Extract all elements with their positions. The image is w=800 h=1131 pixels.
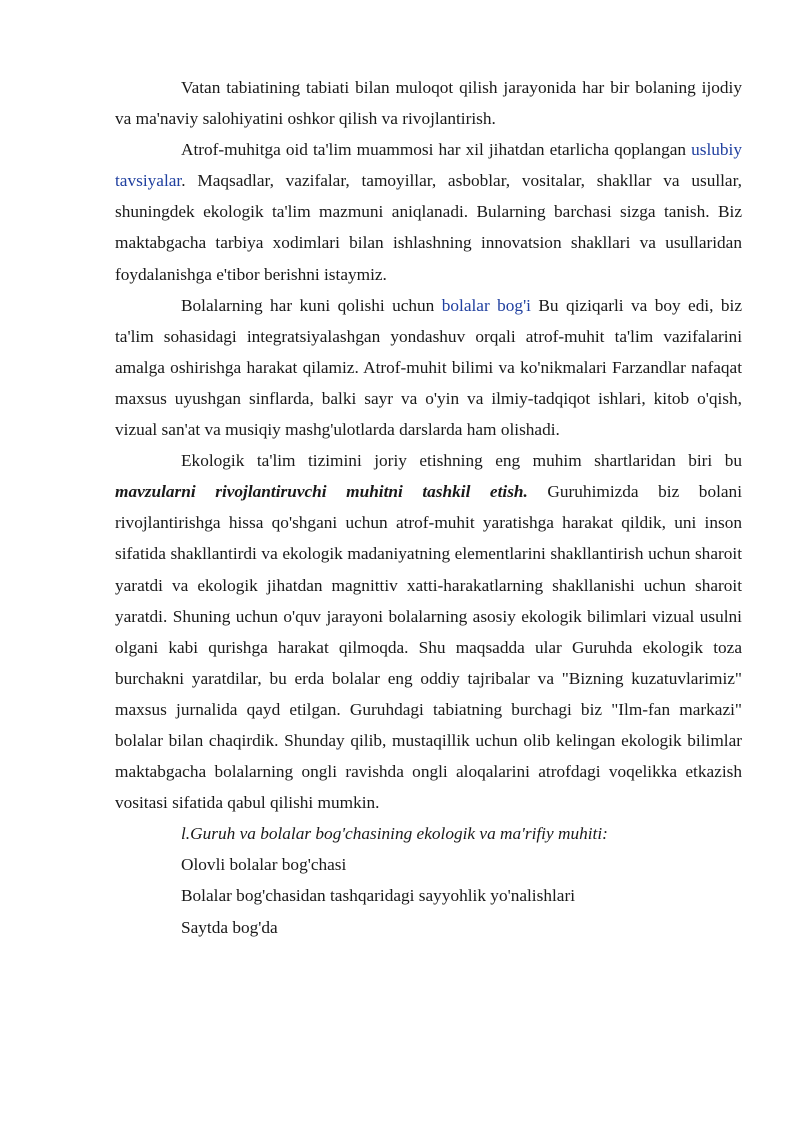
paragraph-4-emphasis: mavzularni rivojlantiruvchi muhitni tashkil etish. bbox=[115, 482, 528, 502]
list-item: Olovli bolalar bog'chasi bbox=[181, 855, 347, 875]
list-item: Bolalar bog'chasidan tashqaridagi sayyohlik yo'nalishlari bbox=[181, 886, 576, 906]
paragraph-2-text-start: Atrof-muhitga oid ta'lim muammosi har xil jihatdan etarlicha qoplangan bbox=[181, 140, 692, 160]
paragraph-4-text-start: Ekologik ta'lim tizimini joriy etishning eng muhim shartlaridan biri bu bbox=[181, 451, 742, 471]
document-page bbox=[115, 72, 742, 943]
paragraph-2 bbox=[115, 134, 742, 289]
paragraph-1 bbox=[115, 72, 742, 134]
list-item: Saytda bog'da bbox=[181, 917, 278, 937]
methodical-recommendations-link[interactable]: uslubiy tavsiyalar bbox=[115, 140, 742, 191]
paragraph-3-text-start: Bolalarning har kuni qolishi uchun bbox=[181, 295, 442, 315]
list-heading: l.Guruh va bolalar bog'chasining ekologik va ma'rifiy muhiti: bbox=[181, 824, 608, 844]
paragraph-4 bbox=[115, 445, 742, 818]
paragraph-4-text-end: Guruhimizda biz bolani rivojlantirishga hissa qo'shgani uchun atrof-muhit yaratishga harakat qildik, uni inson sifatida shakllantirdi va ekologik madaniyatning elementlarini shakllantirish uchun sharoit yaratdi va ekologik jihatdan magnittiv xatti-harakatlarning shakllanishi uchun sharoit yaratdi. Shuning uchun o'quv jarayoni bolalarning asosiy ekologik bilimlari vizual usulni olgani kabi qurishga harakat qilmoqda. Shu maqsadda ular Guruhda ekologik toza burchakni yaratdilar, bu erda bolalar eng oddiy tajribalar va "Bizning kuzatuvlarimiz" maxsus jurnalida qayd etilgan. Guruhdagi tabiatning burchagi biz "Ilm-fan markazi" bolalar bilan chaqirdik. Shunday qilib, mustaqillik uchun olib kelingan ekologik bilimlar maktabgacha bolalarning ongli ravishda ongli aloqalarini atrofdagi voqelikka etkazish vositasi sifatida qabul qilishi mumkin. bbox=[115, 482, 743, 813]
kindergarten-link[interactable]: bolalar bog'i bbox=[441, 295, 531, 315]
paragraph-1-text: Vatan tabiatining tabiati bilan muloqot qilish jarayonida har bir bolaning ijodiy va ma'naviy salohiyatini oshkor qilish va rivojlantirish. bbox=[115, 78, 742, 129]
paragraph-3-text-end: Bu qiziqarli va boy edi, biz ta'lim sohasidagi integratsiyalashgan yondashuv orqali atrof-muhit ta'lim vazifalarini amalga oshirishga harakat qilamiz. Atrof-muhit bilimi va ko'nikmalari Farzandlar nafaqat maxsus uyushgan sinflarda, balki sayr va o'yin va ilmiy-tadqiqot ishlari, kitob o'qish, vizual san'at va musiqiy mashg'ulotlarda darslarda ham olishadi. bbox=[115, 295, 743, 440]
paragraph-2-text-end: . Maqsadlar, vazifalar, tamoyillar, asboblar, vositalar, shakllar va usullar, shuningdek ekologik ta'lim mazmuni aniqlanadi. Bularning barchasi sizga tanish. Biz maktabgacha tarbiya xodimlari bilan ishlashning innovatsion shakllari va usullaridan foydalanishga e'tibor berishni istaymiz. bbox=[115, 171, 742, 284]
paragraph-3 bbox=[115, 290, 742, 445]
